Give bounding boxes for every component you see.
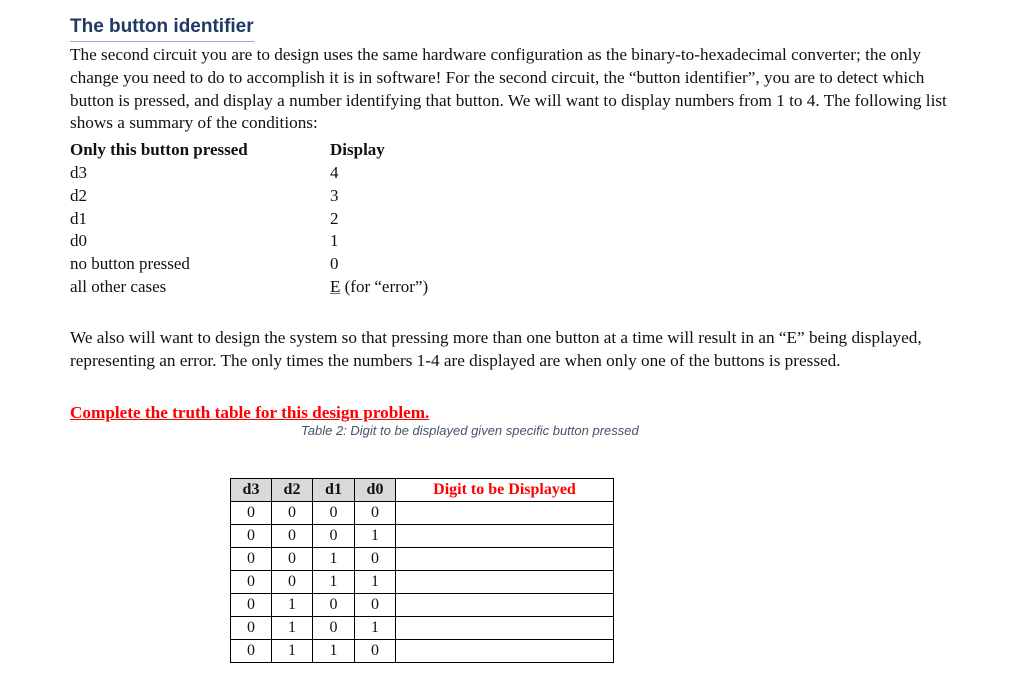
cell-d0: 1 <box>355 525 396 548</box>
cell-digit[interactable] <box>396 571 614 594</box>
table-row <box>231 617 614 640</box>
condition-display: 0 <box>330 254 339 274</box>
cell-d3: 0 <box>231 548 272 571</box>
cell-d1: 0 <box>313 525 355 548</box>
intro-paragraph: The second circuit you are to design uses the same hardware configuration as the binary-to-hexadecimal converter; the only change you need to do to accomplish it is in software! For the second circuit, the “button identifier”, you are to detect which button is pressed, and display a number identifying that button. We will want to display numbers from 1 to 4. The following list shows a summary of the conditions: <box>70 45 947 133</box>
cell-d0: 0 <box>355 548 396 571</box>
cell-d3: 0 <box>231 617 272 640</box>
condition-row-error <box>70 276 970 299</box>
truth-table <box>230 478 614 663</box>
cell-digit[interactable] <box>396 548 614 571</box>
header-d3: d3 <box>231 479 272 502</box>
header-d1: d1 <box>313 479 355 502</box>
cell-d2: 0 <box>272 548 313 571</box>
table-row <box>231 640 614 663</box>
condition-row <box>70 253 970 276</box>
cell-d2: 0 <box>272 502 313 525</box>
condition-button: no button pressed <box>70 254 190 274</box>
cell-d3: 0 <box>231 594 272 617</box>
cell-d1: 0 <box>313 594 355 617</box>
cell-digit[interactable] <box>396 617 614 640</box>
condition-row <box>70 185 970 208</box>
table-row <box>231 594 614 617</box>
conditions-header-button: Only this button pressed <box>70 140 248 160</box>
condition-display: 3 <box>330 185 339 205</box>
table-row <box>231 548 614 571</box>
error-letter: E <box>330 276 341 296</box>
condition-button: d0 <box>70 231 87 251</box>
conditions-header <box>70 139 970 162</box>
header-d2: d2 <box>272 479 313 502</box>
header-d0: d0 <box>355 479 396 502</box>
cell-d1: 0 <box>313 502 355 525</box>
cell-d0: 0 <box>355 502 396 525</box>
cell-d0: 1 <box>355 617 396 640</box>
condition-row <box>70 162 970 185</box>
cell-d1: 1 <box>313 571 355 594</box>
condition-display <box>330 276 730 299</box>
conditions-list <box>70 139 970 299</box>
table-row <box>231 571 614 594</box>
cell-digit[interactable] <box>396 525 614 548</box>
condition-row <box>70 230 970 253</box>
table-row <box>231 525 614 548</box>
conditions-header-display: Display <box>330 140 385 160</box>
cell-d2: 1 <box>272 640 313 663</box>
cell-d2: 1 <box>272 594 313 617</box>
cell-digit[interactable] <box>396 502 614 525</box>
error-note: (for “error”) <box>340 276 429 296</box>
header-digit: Digit to be Displayed <box>396 479 614 502</box>
condition-display: 2 <box>330 208 339 228</box>
cell-d1: 1 <box>313 640 355 663</box>
document-page <box>70 14 970 440</box>
cell-d3: 0 <box>231 502 272 525</box>
instruction-text: Complete the truth table for this design problem. <box>70 403 430 423</box>
cell-digit[interactable] <box>396 594 614 617</box>
condition-button: d2 <box>70 185 87 205</box>
condition-display: 1 <box>330 231 339 251</box>
cell-d0: 0 <box>355 640 396 663</box>
condition-button: d3 <box>70 162 87 182</box>
error-paragraph: We also will want to design the system so that pressing more than one button at a time will result in an “E” being displayed, representing an error. The only times the numbers 1-4 are displayed are when only one of the buttons is pressed. <box>70 327 922 370</box>
table-row <box>231 502 614 525</box>
cell-d0: 1 <box>355 571 396 594</box>
condition-row <box>70 208 970 231</box>
cell-d2: 0 <box>272 571 313 594</box>
cell-d2: 1 <box>272 617 313 640</box>
cell-d0: 0 <box>355 594 396 617</box>
cell-d3: 0 <box>231 525 272 548</box>
truth-table-header-row <box>231 479 614 502</box>
table-caption: Table 2: Digit to be displayed given specific button pressed <box>301 423 639 439</box>
cell-digit[interactable] <box>396 640 614 663</box>
cell-d1: 1 <box>313 548 355 571</box>
cell-d1: 0 <box>313 617 355 640</box>
section-title: The button identifier <box>70 14 254 42</box>
cell-d3: 0 <box>231 571 272 594</box>
condition-display: 4 <box>330 162 339 182</box>
condition-button: all other cases <box>70 276 167 296</box>
condition-button: d1 <box>70 208 87 228</box>
cell-d3: 0 <box>231 640 272 663</box>
cell-d2: 0 <box>272 525 313 548</box>
